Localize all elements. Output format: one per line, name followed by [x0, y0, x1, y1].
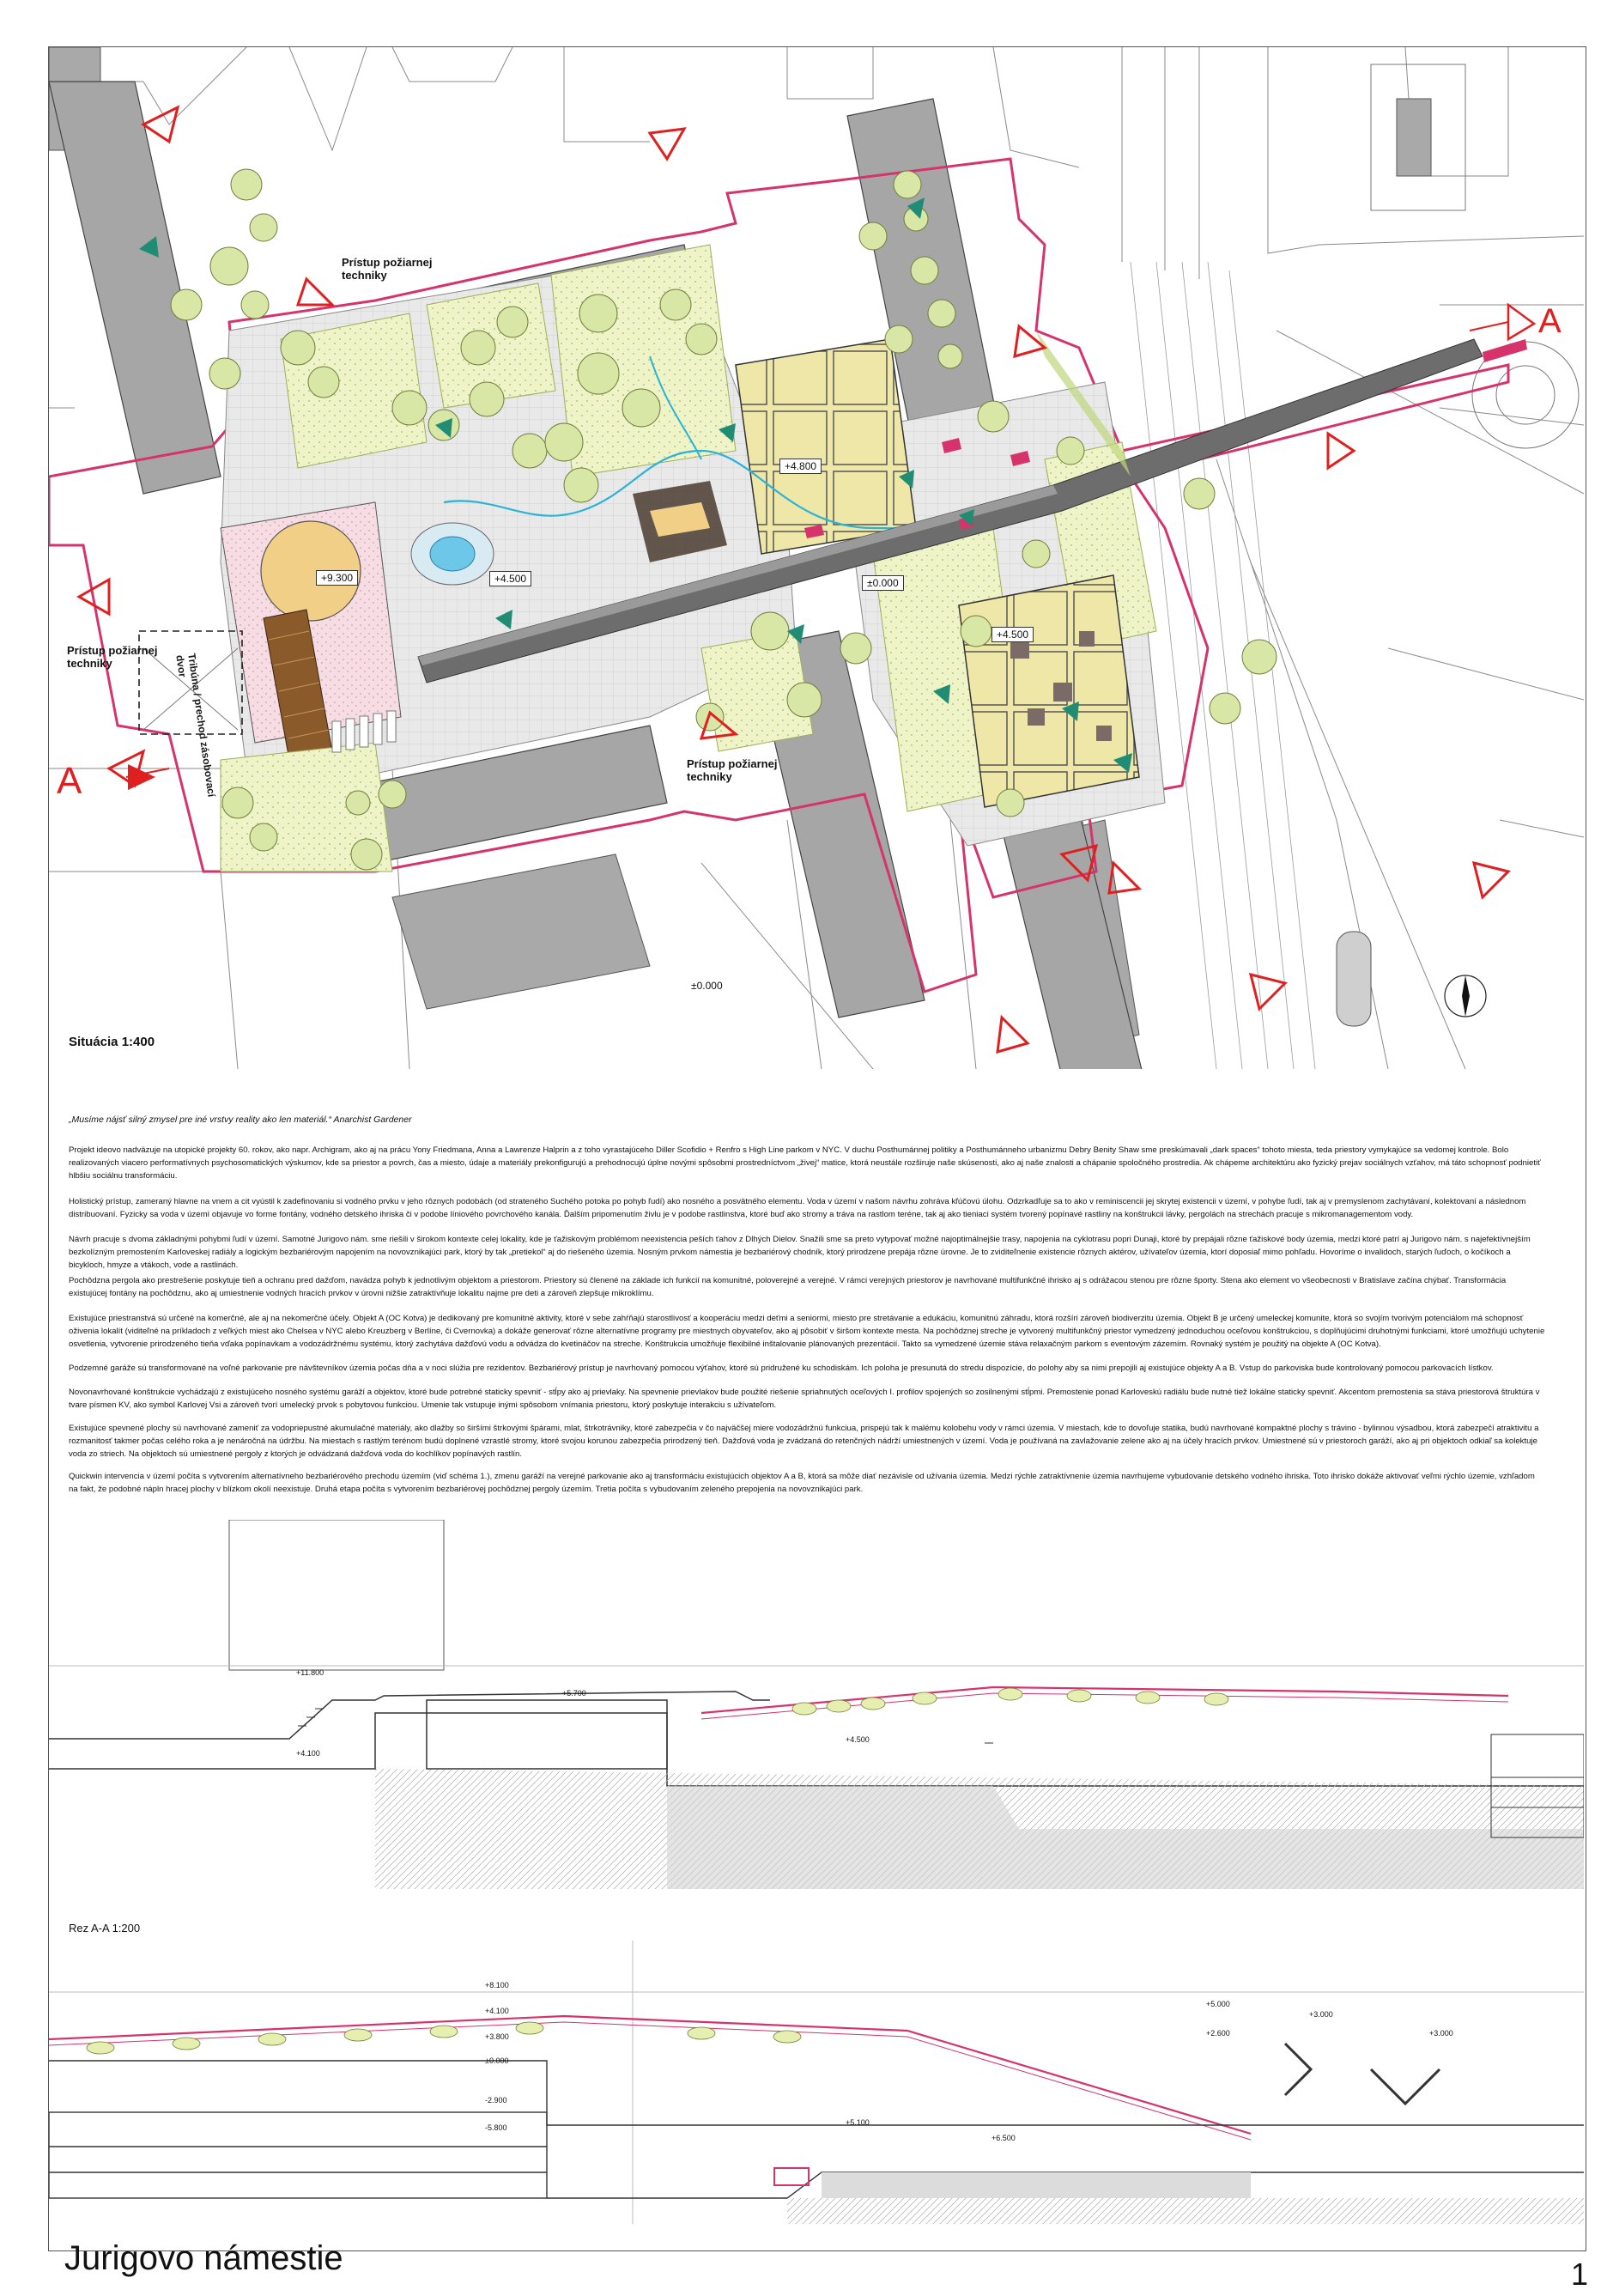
paragraph-4: Pochôdzna pergola ako prestrešenie poskytuje tieň a ochranu pred dažďom, navádza pohyb k jednotlivým objektom a priestorom. Priestory sú členené na základe ich funkcií na komunitné, poloverejné a verejné. V rámci verejných priestorov je navrhované multifunkčné ihrisko aj s odrážacou stenou pre rôzne športy. Stena ako element vo všeobecnosti v Bratislave začína chýbať. Transformácia existujúcej fontány na pochôdznu, ako aj umiestnenie vodných hracích prvkov v úrovni nižšie zatraktívňuje lokalitu najme pre deti a zároveň zlepšuje mikroklímu. [69, 1276, 1507, 1298]
lower-level-5: -2.900 [485, 2096, 507, 2105]
section-upper-pergola [701, 1687, 1508, 1713]
paragraph-7: Novonavrhované konštrukcie vychádzajú z existujúceho nosného systému garáží a objektov, ktoré bude potrebné staticky spevniť - stĺpy ako aj prievlaky. Na spevnenie prievlakov bude použité riešenie spriahnutých oceľových I. profilov spojených so zosilnenými stĺpmi. Premostenie ponad Karloveskú radiálu bude nutné tiež lokálne staticky spevniť. Akcentom premostenia sa stáva priestorová štruktúra v tvare písmen KV, ako symbol Karlovej Vsi a zároveň tvorí umelecký prvok s pobytovou funkciou. Umenie tak vstupuje inými spôsobom vnímania priestoru, ktorý poskytuje interakciu s užívateľom. [69, 1388, 1540, 1410]
level-plaza: +4.500 [489, 571, 531, 586]
roof-garden-a [736, 339, 916, 554]
roof-garden-b [959, 575, 1139, 807]
level-stage: +9.300 [316, 570, 358, 586]
lower-level-10: +2.600 [1206, 2029, 1230, 2038]
upper-level-2: +5.700 [562, 1689, 586, 1698]
project-title: Jurigovo námestie [64, 2239, 343, 2277]
paragraph-5: Existujúce priestranstvá sú určené na komerčné, ale aj na nekomerčné účely. Objekt A (OC Kotva) je dedikovaný pre komunitné aktivity, ktoré v sebe zahŕňajú starostlivosť a kooperáciu medzi deťmi a seniormi, miesto pre stretávanie a edukáciu, komunitnú záhradu, ktorá rozšíri zároveň biodiverzitu územia. Objekt B je určený umeleckej komunite, ktorá so svojím tvorivým potenciálom má schopnosť oživenia lokalít (viditeľné na príkladoch z veľkých miest ako Chelsea v NYC alebo Kreuzberg v Berlíne, či Cvernovka) a dokáže generovať rôzne alternatívne programy pre miestnych obyvateľov, ako aj pôsobiť v širšom kontexte mesta. Na pochôdznej streche je vytvorený multifunkčný priestor vymedzený jednoduchou oceľovou konštrukciou, s doplňujúcimi druhotnými funkciami, ktoré umožňujú uchytenie osvetlenia, vytvorenie prirodzeného tieňa vďaka popínavkam a vodozádržnému systému, ktorý zachytáva dažďovú vodu a odvádza do kvetináčov na streche. Konštrukcia umožňuje flexibilné inštalovanie plánovaných prezentácií. Takto sa vymedzené územie stáva relaxačným parkom s eventovým zázemím. Rovnaký systém je použitý na objekte A (OC Kotva). [69, 1314, 1545, 1349]
lower-level-7: +5.100 [846, 2118, 870, 2127]
tram-lines [1131, 262, 1315, 1069]
section-upper-ground [49, 1692, 1584, 1786]
upper-level-1: +11.800 [296, 1668, 324, 1677]
north-arrow-icon [1445, 975, 1486, 1017]
fire-access-label-left: Prístup požiarnej techniky [67, 644, 158, 670]
fire-access-label-center: Prístup požiarnej techniky [687, 757, 778, 783]
lower-level-9: +5.000 [1206, 2000, 1230, 2008]
kv-sculpture [1285, 2044, 1440, 2104]
paragraph-2: Holistický prístup, zameraný hlavne na vnem a cit vyústil k zadefinovaniu si vodného prvku v jeho rôznych podobách (od strateného Suchého potoka po pohyb ľudí) ako nosného a posvätného elementu. Voda v území v našom návrhu zohráva kľúčovú úlohu. Odzrkadľuje sa to ako v reminiscencii jej skrytej existencii v území, v pohybe ľudí, tak aj v premyslenom zachytávaní, kolektovaní a následnom distribuovaní. Fyzicky sa voda v území objavuje vo forme fontány, vodného detského ihriska či v podobe líniového povrchového kanála. Ďalším pripomenutím živlu je v podobe rastlinstva, ktoré buď ako stromy a tráva na rastlom teréne, tak aj ako tieniaci systém tvorený popínavé rastliny na konštrukcii lávky, pergolách na strechách pracuje s mikromanagementom vody. [69, 1197, 1526, 1219]
upper-level-3: +4.100 [296, 1749, 320, 1758]
section-mark-a-left: A [57, 760, 82, 802]
level-roof-b: +4.500 [991, 627, 1034, 642]
paragraph-9: Quickwin intervencia v území počíta s vytvorením alternatívneho bezbariérového prechodu územím (viď schéma 1.), zmenu garáží na verejné parkovanie ako aj transformáciu existujúcich objektov A a B, ktorá sa môže diať nezávisle od užívania územia. Medzi rýchle zatraktívnenie územia navrhujeme vybudovanie detského vodného ihriska. Toto ihrisko dokáže aktivovať veľmi rýchlo územie, vzhľadom na fakt, že podobné nápln hracej plochy v blízkom okolí neexistuje. Druhá etapa počíta s vytvorením bezbariérovej pochôdznej pergoly územím. Tretia počíta s vybudovaním zeleného prepojenia na novovznikajúci park. [69, 1472, 1535, 1494]
upper-level-4: +4.500 [846, 1735, 870, 1744]
paragraph-3: Návrh pracuje s dvoma základnými pohybmi ľudí v území. Samotné Jurigovo nám. sme riešili v širokom kontexte celej lokality, kde je ťažiskovým problémom neexistencia peších ťahov z Dlhých Dielov. Snažili sme sa preto vytypovať možné najoptimálnejšie trasy, napojenia na cyklotrasu popri Dunaji, ktoré by prepájali rôzne ťažiskové body územia, medzi ktoré patrí aj Jurigovo nám. s najefektívnejším bezkolízným premostením Karloveskej radiály a logickým bezbariérovým napojením na novovznikajúci park, ktorý by tak „pretiekol“ aj do riešeného územia. Nosným prvkom námestia je bezbariérový chodník, ktorý prirodzene prepája rôzne úrovne. Je to zviditeľnenie existencie rôznych aktérov, užívateľov územia, ktorí doposiaľ mimo pohľadu. Hovoríme o invalidoch, starých ľuďoch, o kočíkoch a bicykloch, hmyze a vtákoch, vode a rastlinách. [69, 1235, 1531, 1270]
paragraph-6: Podzemné garáže sú transformované na voľné parkovanie pre návštevníkov územia počas dňa a v noci slúžia pre rezidentov. Bezbariérový prístup je navrhovaný pomocou výťahov, ktoré sú pridružené ku schodiskám. Ich poloha je presunutá do stredu dispozície, do polohy aby sa nimi prepojili aj existujúce objekty A a B. Vstup do parkoviska bude kontrolovaný pomocou parkovacích lístkov. [69, 1364, 1494, 1373]
lower-level-12: +3.000 [1429, 2029, 1453, 2038]
lower-level-3: +3.800 [485, 2032, 509, 2041]
lower-level-1: +8.100 [485, 1981, 509, 1989]
section-lower-ramp [49, 2016, 1251, 2134]
level-ground: ±0.000 [862, 575, 904, 591]
site-plan [49, 47, 1584, 1069]
paragraph-8: Existujúce spevnené plochy sú navrhované zameniť za vodopriepustné akumulačné materiály, ako dlažby so širšími štrkovými špárami, mlat, štrkotrávniky, ktoré zabezpečia v čo najväčšej miere vodozádržnú funkciua, prispejú tak k malému kolobehu vody v rámci územia. V miestach, kde to dovoľuje statika, budú navrhované kompaktné plochy s trávino - bylinnou výsadbou, ktorá zabezpečí atraktivitu a rozmanitosť takmer počas celého roka a je nenáročná na údržbu. Na miestach s rastlým terénom budú doplnené vzrastlé stromy, ktoré svojou korunou zabezpečia prirodzený tieň. Dažďová voda je zvádzaná do retenčných nádrží umiestnených v území. Voda je používaná na zavlažovanie zelene ako aj na účely hracích prvkov. Umiestnené sú v priestoroch garáží, ako aj pri objektoch odkiaľ sa kolektuje voda zo striech. Na objektoch sú umiestnené pergoly z ktorých je odvádzaná dažďová voda do kochlíkov popínavých rastlín. [69, 1424, 1539, 1459]
lower-level-6: -5.800 [485, 2123, 507, 2132]
level-street: ±0.000 [691, 980, 723, 992]
intro-quote: „Musíme nájsť silný zmysel pre iné vrstvy reality ako len materiál.“ Anarchist Gardener [69, 1115, 412, 1125]
dropoff-label: Tribúna / prechod zásobovací dvor [173, 653, 218, 799]
section-title: Rez A-A 1:200 [69, 1922, 141, 1935]
section-lower [49, 1941, 1584, 2224]
lower-level-4: ±0.000 [485, 2056, 509, 2065]
site-plan-title: Situácia 1:400 [69, 1035, 155, 1049]
section-upper [49, 1520, 1584, 1889]
sheet-number: 1 [1570, 2257, 1588, 2292]
level-roof-a: +4.800 [779, 459, 822, 474]
lower-level-2: +4.100 [485, 2007, 509, 2015]
fire-access-label-top: Prístup požiarnej techniky [342, 256, 433, 282]
lower-level-8: +6.500 [991, 2134, 1016, 2142]
section-mark-a-right: A [1538, 302, 1562, 340]
lower-level-11: +3.000 [1309, 2010, 1333, 2019]
paragraph-1: Projekt ideovo nadväzuje na utopické projekty 60. rokov, ako napr. Archigram, ako aj na prácu Yony Friedmana, Anna a Lawrenze Halprin a z toho vyrastajúceho Diller Scofidio + Renfro s High Line parkom v NYC. V duchu Posthumánnej politiky a Posthumánneho urbanizmu Debry Benity Shaw sme preskúmavali „dark spaces“ tohoto miesta, teda priestory vymykajúce sa vedomej kontrole. Bolo realizovaných viacero performatívnych psychosomatických výskumov, kde sa priestor a povrch, čas a miesto, údaje a materiály prekonfigurujú a prehodnocujú úplne novými spôsobmi prostredníctvom „živej“ matice, ktorá neustále rozširuje naše skúsenosti, ako aj naše znalosti a chápanie spoločného prostredia. Ak chápeme architektúru ako fyzický prejav sociálnych vzťahov, má táto schopnosť podnietiť hlbšiu sociálnu transformáciu. [69, 1145, 1541, 1181]
